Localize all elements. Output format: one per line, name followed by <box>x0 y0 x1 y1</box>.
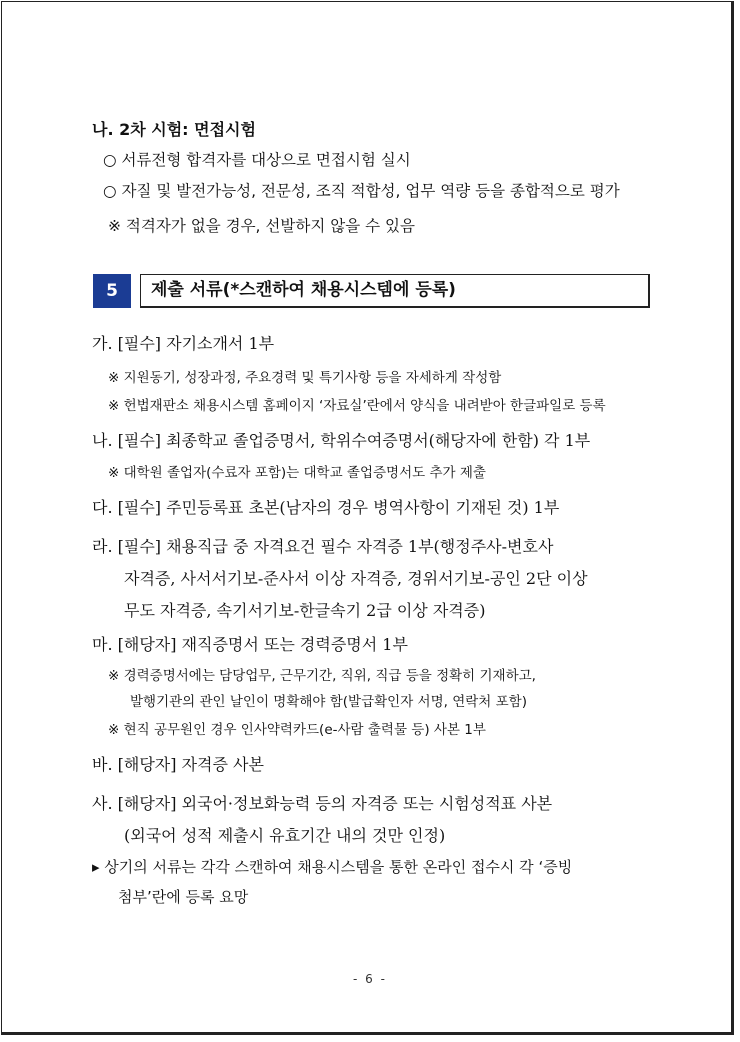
doc-sa-line-1: 사. [해당자] 외국어·정보화능력 등의 자격증 또는 시험성적표 사본 <box>92 794 553 813</box>
section-number-badge: 5 <box>93 274 131 308</box>
doc-ba: 바. [해당자] 자격증 사본 <box>92 755 264 774</box>
doc-ra-line-1: 라. [필수] 채용직급 중 자격요건 필수 자격증 1부(행정주사-변호사 <box>92 537 554 556</box>
final-note-line-1: ▸ 상기의 서류는 각각 스캔하여 채용시스템을 통한 온라인 접수시 각 ‘증빙 <box>92 858 573 876</box>
interview-item-1: ○ 서류전형 합격자를 대상으로 면접시험 실시 <box>103 151 411 169</box>
page-number: - 6 - <box>353 972 387 986</box>
doc-da: 다. [필수] 주민등록표 초본(남자의 경우 병역사항이 기재된 것) 1부 <box>92 498 560 517</box>
doc-sa-line-2: (외국어 성적 제출시 유효기간 내의 것만 인정) <box>124 826 446 845</box>
doc-ga: 가. [필수] 자기소개서 1부 <box>92 334 275 353</box>
doc-ga-note-2: ※ 헌법재판소 채용시스템 홈페이지 ‘자료실’란에서 양식을 내려받아 한글파일로 등록 <box>108 398 606 414</box>
doc-na-note: ※ 대학원 졸업자(수료자 포함)는 대학교 졸업증명서도 추가 제출 <box>108 465 486 481</box>
interview-heading: 나. 2차 시험: 면접시험 <box>92 120 256 139</box>
doc-ma-note-3: ※ 현직 공무원인 경우 인사약력카드(e-사람 출력물 등) 사본 1부 <box>108 722 486 738</box>
doc-ma-note-1: ※ 경력증명서에는 담당업무, 근무기간, 직위, 직급 등을 정확히 기재하고, <box>108 668 536 684</box>
interview-note: ※ 적격자가 없을 경우, 선발하지 않을 수 있음 <box>108 217 415 235</box>
section-title: 제출 서류(*스캔하여 채용시스템에 등록) <box>140 274 650 308</box>
doc-ga-note-1: ※ 지원동기, 성장과정, 주요경력 및 특기사항 등을 자세하게 작성함 <box>108 370 502 386</box>
doc-ma-note-2: 발행기관의 관인 날인이 명확해야 함(발급확인자 서명, 연락처 포함) <box>130 694 527 710</box>
interview-item-2: ○ 자질 및 발전가능성, 전문성, 조직 적합성, 업무 역량 등을 종합적으로 평가 <box>103 182 620 200</box>
final-note-line-2: 첨부’란에 등록 요망 <box>118 888 249 906</box>
doc-na: 나. [필수] 최종학교 졸업증명서, 학위수여증명서(해당자에 한함) 각 1부 <box>92 431 591 450</box>
doc-ra-line-2: 자격증, 사서서기보-준사서 이상 자격증, 경위서기보-공인 2단 이상 <box>124 569 588 588</box>
doc-ra-line-3: 무도 자격증, 속기서기보-한글속기 2급 이상 자격증) <box>124 601 486 620</box>
doc-ma: 마. [해당자] 재직증명서 또는 경력증명서 1부 <box>92 635 408 654</box>
